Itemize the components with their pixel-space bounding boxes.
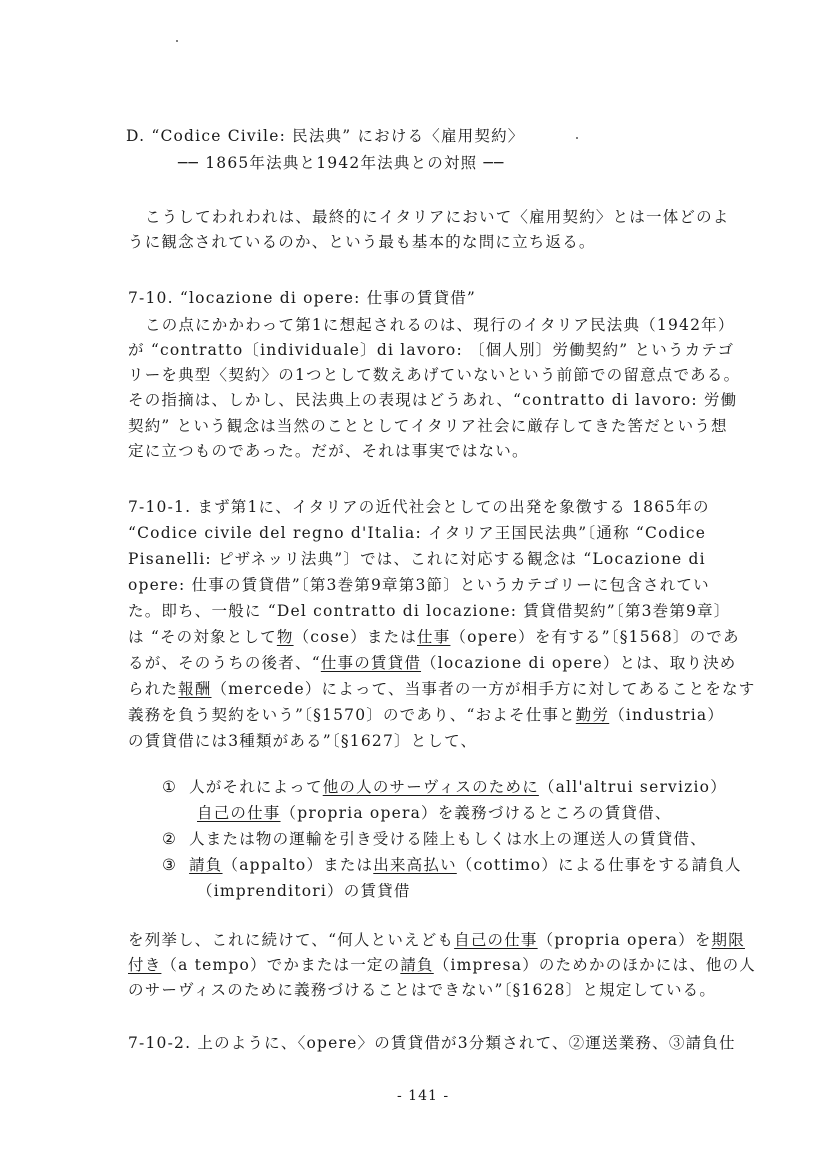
- body-line: [128, 653, 737, 673]
- text-run: （propria opera）を: [537, 931, 712, 949]
- underlined-term: 仕事: [417, 628, 451, 646]
- underlined-term: 請負: [400, 956, 434, 974]
- text-run: （cose）または: [293, 628, 418, 646]
- body-line: [128, 679, 755, 699]
- body-line: 7-10-2. 上のように、〈opere〉の賃貸借が3分類されて、②運送業務、③請負仕: [128, 1034, 736, 1052]
- list-item-continuation: [197, 803, 672, 823]
- body-line: [128, 930, 745, 950]
- body-line: た。即ち、一般に “Del contratto di locazione: 賃貸借契約”〔第3巻第9章〕: [128, 602, 731, 620]
- intro-line: こうしてわれわれは、最終的にイタリアにおいて〈雇用契約〉とは一体どのよ: [145, 208, 730, 226]
- body-line: [128, 955, 756, 975]
- scan-speck: [576, 137, 578, 139]
- intro-line: うに観念されているのか、という最も基本的な問に立ち返る。: [128, 233, 596, 251]
- body-line: opere: 仕事の賃貸借”〔第3巻第9章第3節〕というカテゴリーに包含されてい: [128, 576, 710, 594]
- body-line: Pisanelli: ピザネッリ法典”〕では、これに対応する観念は “Locazione di: [128, 550, 706, 568]
- text-run: （impresa）のためかのほかには、他の人: [433, 956, 757, 974]
- text-run: （mercede）によって、当事者の一方が相手方に対してあることをなす: [211, 680, 756, 698]
- body-line: 7-10-1. まず第1に、イタリアの近代社会としての出発を象徴する 1865年の: [128, 498, 710, 516]
- body-line: その指摘は、しかし、民法典上の表現はどうあれ、“contratto di lavoro: 労働: [128, 391, 738, 409]
- text-run: られた: [128, 680, 179, 698]
- list-marker: ③: [162, 856, 178, 874]
- page-number: - 141 -: [397, 1088, 450, 1104]
- list-marker: ①: [162, 778, 178, 796]
- body-line: リーを典型〈契約〉の1つとして数えあげていないという前節での留意点である。: [128, 366, 741, 384]
- underlined-term: 自己の仕事: [197, 804, 281, 822]
- text-run: （all'altrui servizio）: [538, 778, 727, 796]
- body-line: の賃貸借には3種類がある”〔§1627〕として、: [128, 732, 478, 750]
- underlined-term: 仕事の賃貸借: [320, 654, 422, 672]
- underlined-term: 勤労: [575, 706, 610, 724]
- underlined-term: 報酬: [178, 680, 212, 698]
- list-item: [162, 777, 727, 797]
- text-run: （propria opera）を義務づけるところの賃貸借、: [280, 804, 672, 822]
- text-run: を列挙し、これに続けて、“何人といえども: [128, 931, 455, 949]
- text-run: は “その対象として: [128, 628, 277, 646]
- body-line: 定に立つものであった。だが、それは事実ではない。: [128, 442, 529, 460]
- text-run: （appalto）または: [222, 856, 374, 874]
- section-subtitle: ── 1865年法典と1942年法典との対照 ──: [178, 154, 505, 172]
- body-line: この点にかかわって第1に想起されるのは、現行のイタリア民法典（1942年）: [145, 316, 735, 334]
- underlined-term: 出来高払い: [373, 856, 457, 874]
- body-line: [128, 627, 740, 647]
- body-line: “Codice civile del regno d'Italia: イタリア王国民法典”〔通称 “Codice: [128, 524, 707, 542]
- text-run: 人または物の運輸を引き受ける陸上もしくは水上の運送人の賃貸借、: [189, 830, 707, 848]
- body-line: が “contratto〔individuale〕di lavoro: 〔個人別〕労働契約” というカテゴ: [128, 341, 735, 359]
- underlined-term: 他の人のサーヴィスのために: [322, 778, 539, 796]
- underlined-term: 付き: [128, 956, 162, 974]
- subsection-title: 7-10. “locazione di opere: 仕事の賃貸借”: [128, 289, 477, 307]
- section-title: D. “Codice Civile: 民法典” における〈雇用契約〉: [126, 127, 525, 145]
- underlined-term: 物: [276, 628, 294, 646]
- body-line: のサーヴィスのために義務づけることはできない”〔§1628〕と規定している。: [128, 981, 717, 999]
- body-line: [128, 705, 724, 725]
- underlined-term: 自己の仕事: [454, 931, 538, 949]
- text-run: （a tempo）でかまたは一定の: [161, 956, 401, 974]
- text-run: 義務を負う契約をいう”〔§1570〕のであり、“およそ仕事と: [128, 706, 576, 724]
- list-marker: ②: [162, 830, 178, 848]
- list-item-continuation: （imprenditori）の賃貸借: [197, 882, 411, 900]
- text-run: るが、そのうちの後者、“: [128, 654, 321, 672]
- body-line: 契約” という観念は当然のこととしてイタリア社会に厳存してきた筈だという想: [128, 417, 728, 435]
- text-run: （cottimo）による仕事をする請負人: [456, 856, 742, 874]
- text-run: （opere）を有する”〔§1568〕のであ: [450, 628, 740, 646]
- underlined-term: 期限: [711, 931, 745, 949]
- list-item: [162, 829, 707, 849]
- scan-speck: [176, 40, 178, 42]
- text-run: （locazione di opere）とは、取り決め: [421, 654, 737, 672]
- list-item: [162, 855, 742, 875]
- text-run: （industria）: [609, 706, 725, 724]
- underlined-term: 請負: [189, 856, 223, 874]
- text-run: 人がそれによって: [189, 778, 323, 796]
